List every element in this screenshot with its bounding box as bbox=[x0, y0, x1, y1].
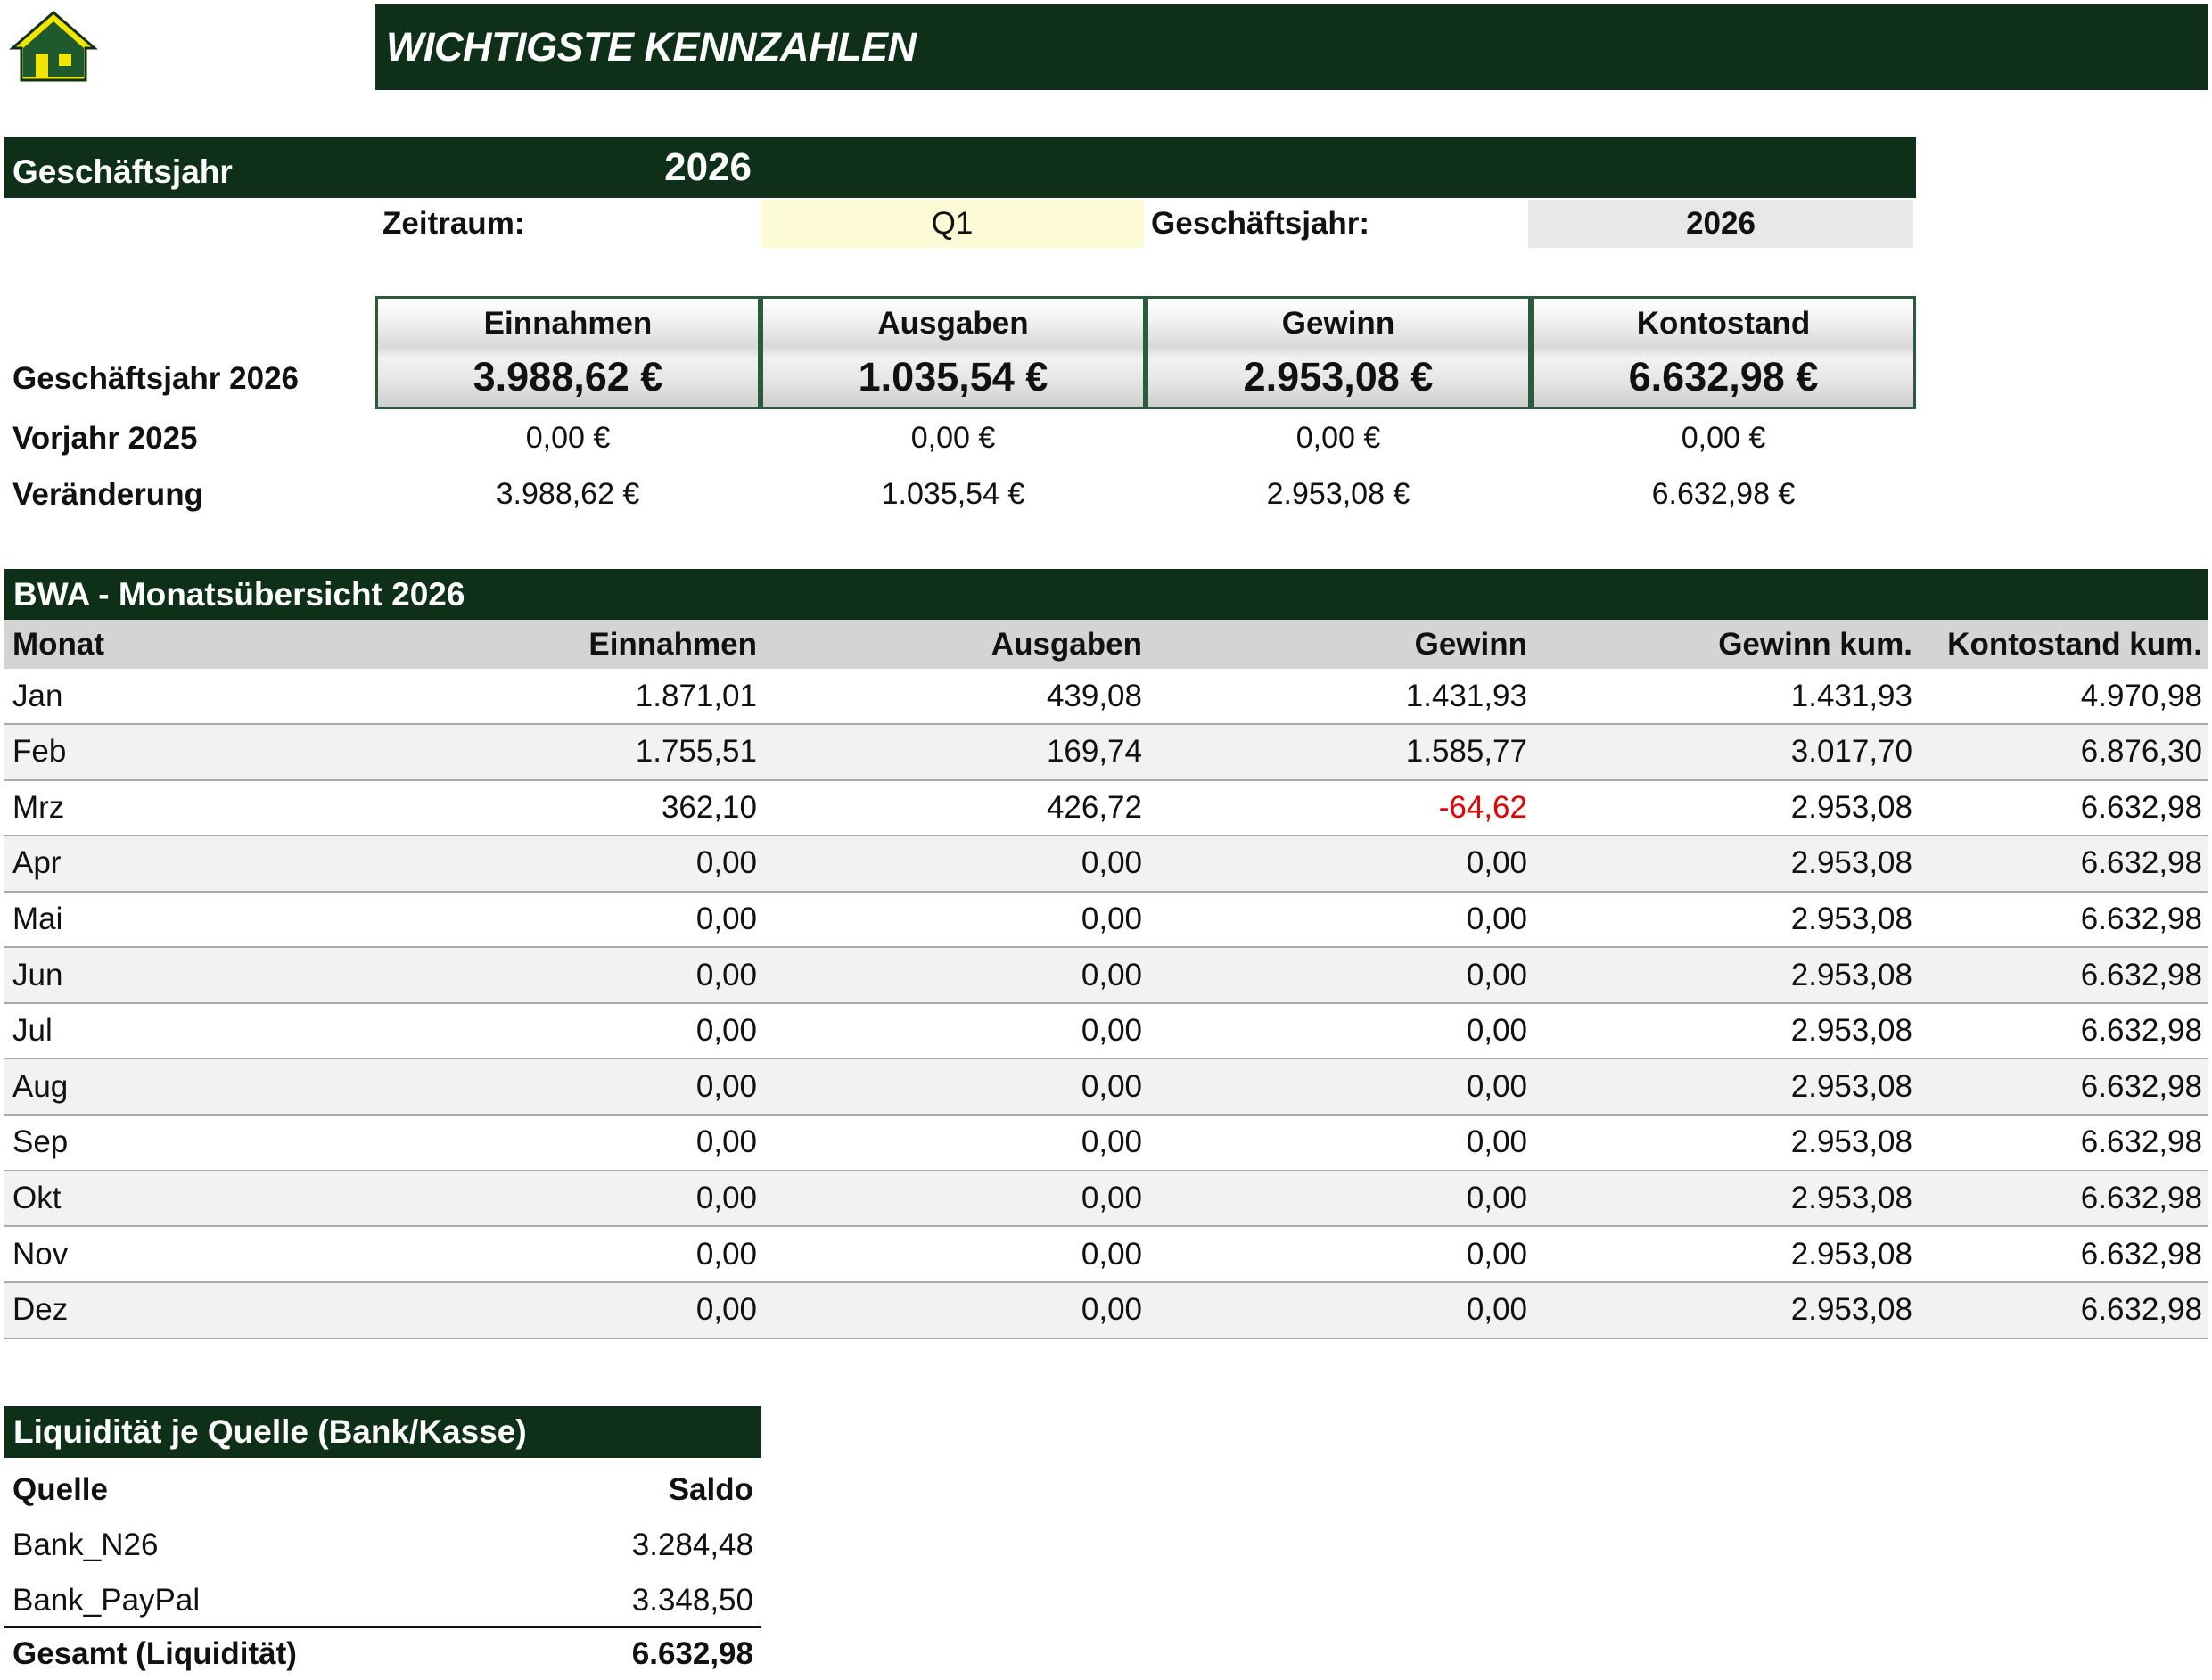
table-row bbox=[4, 948, 2208, 1004]
kontostand-kum-cell: 6.632,98 bbox=[2080, 845, 2202, 881]
kontostand-kum-cell: 4.970,98 bbox=[2080, 678, 2202, 713]
kontostand-kum-cell: 6.632,98 bbox=[2080, 901, 2202, 936]
gewinn-kum-cell: 2.953,08 bbox=[1790, 1013, 1912, 1049]
gewinn-kum-cell: 3.017,70 bbox=[1790, 734, 1912, 770]
einnahmen-cell: 0,00 bbox=[695, 1068, 757, 1104]
column-header: Saldo bbox=[668, 1472, 753, 1507]
kontostand-kum-cell: 6.632,98 bbox=[2080, 1124, 2202, 1160]
ausgaben-cell: 0,00 bbox=[1081, 845, 1142, 881]
einnahmen-cell: 0,00 bbox=[695, 1013, 757, 1049]
kpi-row-label: Geschäftsjahr 2026 bbox=[12, 361, 300, 396]
prev-year-label: Vorjahr 2025 bbox=[12, 421, 198, 456]
kpi-value: 1.035,54 € bbox=[858, 354, 1048, 399]
total-label: Gesamt (Liquidität) bbox=[12, 1636, 297, 1671]
gewinn-kum-cell: 1.431,93 bbox=[1790, 678, 1912, 713]
gewinn-kum-cell: 2.953,08 bbox=[1790, 1292, 1912, 1328]
gewinn-cell: 0,00 bbox=[1466, 845, 1527, 881]
month-cell: Jul bbox=[12, 1013, 53, 1049]
table-row bbox=[4, 669, 2208, 725]
period-year-label: Geschäftsjahr: bbox=[1151, 206, 1370, 241]
gewinn-cell: 1.585,77 bbox=[1405, 734, 1527, 770]
einnahmen-cell: 0,00 bbox=[695, 901, 757, 936]
liquidity-total-row bbox=[4, 1629, 761, 1679]
table-row bbox=[4, 1227, 2208, 1283]
column-header: Kontostand kum. bbox=[1947, 626, 2202, 662]
table-row bbox=[4, 1518, 761, 1573]
gewinn-cell: 0,00 bbox=[1466, 1013, 1527, 1049]
kontostand-kum-cell: 6.632,98 bbox=[2080, 957, 2202, 992]
table-row bbox=[4, 725, 2208, 781]
kontostand-kum-cell: 6.632,98 bbox=[2080, 1068, 2202, 1104]
month-cell: Jan bbox=[12, 678, 63, 713]
month-cell: Feb bbox=[12, 734, 67, 770]
ausgaben-cell: 439,08 bbox=[1046, 678, 1142, 713]
page-title-bar bbox=[375, 4, 2208, 90]
ausgaben-cell: 426,72 bbox=[1046, 789, 1142, 825]
table-row bbox=[4, 892, 2208, 948]
table-row bbox=[4, 780, 2208, 836]
fiscal-year-value[interactable]: 2026 bbox=[664, 145, 752, 189]
total-value: 6.632,98 bbox=[631, 1636, 753, 1671]
source-name: Bank_PayPal bbox=[12, 1583, 201, 1618]
ausgaben-cell: 0,00 bbox=[1081, 957, 1142, 992]
ausgaben-cell: 0,00 bbox=[1081, 1124, 1142, 1160]
month-cell: Mrz bbox=[12, 789, 65, 825]
kpi-card-gewinn bbox=[1146, 296, 1531, 409]
prev-kontostand: 0,00 € bbox=[1681, 421, 1766, 455]
einnahmen-cell: 0,00 bbox=[695, 1180, 757, 1215]
change-einnahmen: 3.988,62 € bbox=[496, 477, 640, 511]
kpi-card-ausgaben bbox=[761, 296, 1146, 409]
kpi-title: Gewinn bbox=[1281, 306, 1395, 341]
liquidity-header-row bbox=[4, 1462, 761, 1518]
column-header: Gewinn kum. bbox=[1718, 626, 1912, 662]
table-row bbox=[4, 1059, 2208, 1116]
gewinn-cell: 0,00 bbox=[1466, 957, 1527, 992]
fiscal-year-label: Geschäftsjahr bbox=[12, 153, 233, 190]
ausgaben-cell: 0,00 bbox=[1081, 901, 1142, 936]
einnahmen-cell: 0,00 bbox=[695, 1236, 757, 1272]
kontostand-kum-cell: 6.632,98 bbox=[2080, 789, 2202, 825]
einnahmen-cell: 0,00 bbox=[695, 1124, 757, 1160]
change-label: Veränderung bbox=[12, 477, 203, 512]
einnahmen-cell: 362,10 bbox=[661, 789, 757, 825]
gewinn-cell: 1.431,93 bbox=[1405, 678, 1527, 713]
gewinn-kum-cell: 2.953,08 bbox=[1790, 1236, 1912, 1272]
einnahmen-cell: 1.755,51 bbox=[635, 734, 757, 770]
table-row bbox=[4, 1116, 2208, 1172]
bwa-title: BWA - Monatsübersicht 2026 bbox=[4, 569, 2208, 620]
table-row bbox=[4, 1283, 2208, 1339]
kpi-card-kontostand bbox=[1531, 296, 1916, 409]
einnahmen-cell: 0,00 bbox=[695, 1292, 757, 1328]
kpi-title: Ausgaben bbox=[877, 306, 1029, 341]
period-select[interactable]: Q1 bbox=[761, 200, 1144, 248]
month-cell: Dez bbox=[12, 1292, 69, 1328]
month-cell: Apr bbox=[12, 845, 62, 881]
kontostand-kum-cell: 6.632,98 bbox=[2080, 1292, 2202, 1328]
ausgaben-cell: 0,00 bbox=[1081, 1013, 1142, 1049]
kontostand-kum-cell: 6.876,30 bbox=[2080, 734, 2202, 770]
table-row bbox=[4, 1004, 2208, 1060]
column-header: Gewinn bbox=[1414, 626, 1527, 662]
gewinn-cell: 0,00 bbox=[1466, 1236, 1527, 1272]
liquidity-title: Liquidität je Quelle (Bank/Kasse) bbox=[4, 1406, 761, 1458]
gewinn-cell: 0,00 bbox=[1466, 901, 1527, 936]
month-cell: Okt bbox=[12, 1180, 62, 1215]
source-balance: 3.348,50 bbox=[631, 1583, 753, 1618]
ausgaben-cell: 0,00 bbox=[1081, 1068, 1142, 1104]
ausgaben-cell: 0,00 bbox=[1081, 1236, 1142, 1272]
kpi-value: 2.953,08 € bbox=[1243, 354, 1434, 399]
ausgaben-cell: 0,00 bbox=[1081, 1180, 1142, 1215]
gewinn-kum-cell: 2.953,08 bbox=[1790, 1180, 1912, 1215]
prev-ausgaben: 0,00 € bbox=[910, 421, 996, 455]
period-label: Zeitraum: bbox=[382, 206, 525, 241]
change-gewinn: 2.953,08 € bbox=[1266, 477, 1410, 511]
gewinn-kum-cell: 2.953,08 bbox=[1790, 957, 1912, 992]
month-cell: Jun bbox=[12, 957, 63, 992]
prev-gewinn: 0,00 € bbox=[1295, 421, 1381, 455]
kontostand-kum-cell: 6.632,98 bbox=[2080, 1013, 2202, 1049]
bwa-header-row bbox=[4, 620, 2208, 669]
kontostand-kum-cell: 6.632,98 bbox=[2080, 1236, 2202, 1272]
month-cell: Mai bbox=[12, 901, 63, 936]
table-row bbox=[4, 1171, 2208, 1227]
gewinn-kum-cell: 2.953,08 bbox=[1790, 845, 1912, 881]
gewinn-cell: 0,00 bbox=[1466, 1180, 1527, 1215]
einnahmen-cell: 0,00 bbox=[695, 957, 757, 992]
gewinn-cell: 0,00 bbox=[1466, 1124, 1527, 1160]
table-row bbox=[4, 836, 2208, 893]
gewinn-kum-cell: 2.953,08 bbox=[1790, 1068, 1912, 1104]
ausgaben-cell: 169,74 bbox=[1046, 734, 1142, 770]
ausgaben-cell: 0,00 bbox=[1081, 1292, 1142, 1328]
month-cell: Aug bbox=[12, 1068, 69, 1104]
source-balance: 3.284,48 bbox=[631, 1528, 753, 1562]
kpi-value: 3.988,62 € bbox=[473, 354, 663, 399]
table-row bbox=[4, 1573, 761, 1628]
gewinn-cell: 0,00 bbox=[1466, 1068, 1527, 1104]
column-header: Quelle bbox=[12, 1472, 108, 1507]
gewinn-cell: 0,00 bbox=[1466, 1292, 1527, 1328]
column-header: Monat bbox=[12, 626, 105, 662]
house-icon[interactable] bbox=[9, 9, 98, 85]
gewinn-kum-cell: 2.953,08 bbox=[1790, 789, 1912, 825]
kpi-title: Einnahmen bbox=[483, 306, 653, 341]
einnahmen-cell: 1.871,01 bbox=[635, 678, 757, 713]
change-kontostand: 6.632,98 € bbox=[1651, 477, 1796, 511]
period-year-value: 2026 bbox=[1528, 200, 1913, 248]
page-title: WICHTIGSTE KENNZAHLEN bbox=[386, 24, 917, 70]
month-cell: Sep bbox=[12, 1124, 69, 1160]
kontostand-kum-cell: 6.632,98 bbox=[2080, 1180, 2202, 1215]
month-cell: Nov bbox=[12, 1236, 69, 1272]
change-ausgaben: 1.035,54 € bbox=[881, 477, 1025, 511]
kpi-value: 6.632,98 € bbox=[1628, 354, 1819, 399]
column-header: Einnahmen bbox=[588, 626, 757, 662]
gewinn-kum-cell: 2.953,08 bbox=[1790, 1124, 1912, 1160]
kpi-card-einnahmen bbox=[375, 296, 761, 409]
gewinn-cell: -64,62 bbox=[1438, 789, 1527, 825]
column-header: Ausgaben bbox=[991, 626, 1142, 662]
kpi-title: Kontostand bbox=[1636, 306, 1811, 341]
prev-einnahmen: 0,00 € bbox=[525, 421, 611, 455]
fiscal-year-bar bbox=[4, 137, 1916, 198]
einnahmen-cell: 0,00 bbox=[695, 845, 757, 881]
gewinn-kum-cell: 2.953,08 bbox=[1790, 901, 1912, 936]
source-name: Bank_N26 bbox=[12, 1528, 159, 1562]
